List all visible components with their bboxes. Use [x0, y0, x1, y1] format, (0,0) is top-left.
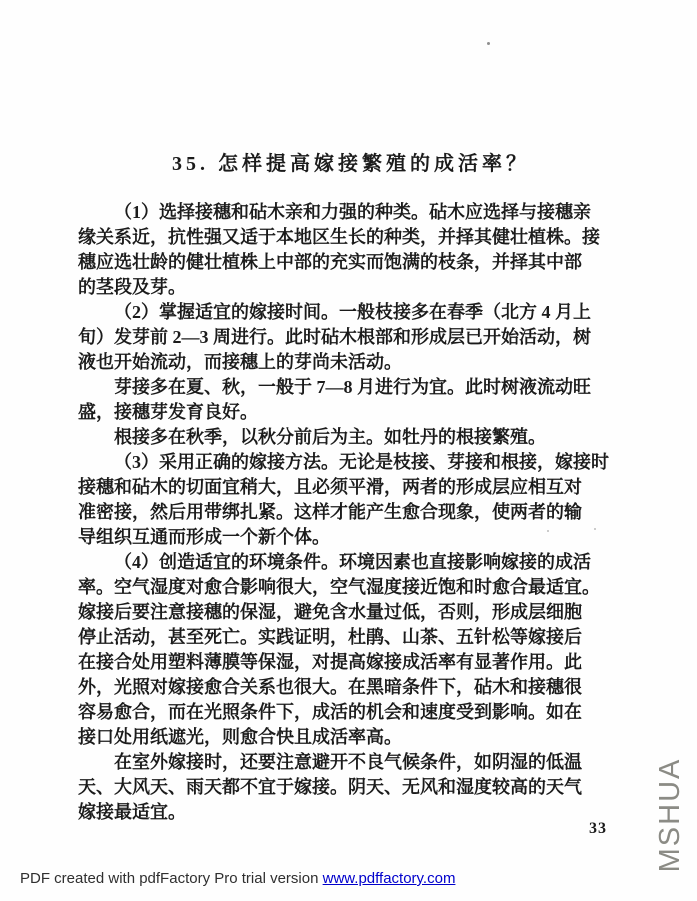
text-line: 率。空气湿度对愈合影响很大，空气湿度接近饱和时愈合最适宜。 — [78, 577, 600, 597]
text-line: 嫁接最适宜。 — [78, 802, 186, 822]
text-line: 盛，接穗芽发育良好。 — [78, 402, 258, 422]
side-watermark-text: MSHUA — [654, 757, 686, 873]
paragraph — [78, 300, 624, 375]
paragraph — [78, 550, 624, 750]
text-line: 穗应选壮龄的健壮植株上中部的充实而饱满的枝条，并择其中部 — [78, 252, 582, 272]
text-line: 芽接多在夏、秋，一般于 7—8 月进行为宜。此时树液流动旺 — [114, 377, 591, 397]
pdf-watermark-text: PDF created with pdfFactory Pro trial version — [20, 870, 323, 887]
paragraph — [78, 425, 624, 450]
text-line: 根接多在秋季，以秋分前后为主。如牡丹的根接繁殖。 — [114, 427, 546, 447]
text-line: 嫁接后要注意接穗的保湿，避免含水量过低，否则，形成层细胞 — [78, 602, 582, 622]
paragraph — [78, 200, 624, 300]
text-line: 液也开始流动，而接穗上的芽尚未活动。 — [78, 352, 402, 372]
paragraph — [78, 750, 624, 825]
section-title: 35. 怎样提高嫁接繁殖的成活率？ — [172, 153, 530, 175]
text-line: 旬）发芽前 2—3 周进行。此时砧木根部和形成层已开始活动，树 — [78, 327, 591, 347]
text-line: 在接合处用塑料薄膜等保湿，对提高嫁接成活率有显著作用。此 — [78, 652, 582, 672]
pdf-watermark-bar — [20, 870, 455, 887]
text-line: 外，光照对嫁接愈合关系也很大。在黑暗条件下，砧木和接穗很 — [78, 677, 582, 697]
text-line: （4）创造适宜的环境条件。环境因素也直接影响嫁接的成活 — [114, 552, 591, 572]
scan-speck — [594, 528, 596, 530]
text-line: 天、大风天、雨天都不宜于嫁接。阴天、无风和湿度较高的天气 — [78, 777, 582, 797]
body-text — [78, 200, 624, 825]
text-line: 停止活动，甚至死亡。实践证明，杜鹃、山茶、五针松等嫁接后 — [78, 627, 582, 647]
paragraph — [78, 375, 624, 425]
text-line: 在室外嫁接时，还要注意避开不良气候条件，如阴湿的低温 — [114, 752, 582, 772]
text-line: 的茎段及芽。 — [78, 277, 186, 297]
scan-speck — [487, 42, 490, 45]
text-line: 导组织互通而形成一个新个体。 — [78, 527, 330, 547]
text-line: （2）掌握适宜的嫁接时间。一般枝接多在春季（北方 4 月上 — [114, 302, 591, 322]
page-number: 33 — [589, 820, 607, 837]
text-line: （1）选择接穗和砧木亲和力强的种类。砧木应选择与接穗亲 — [114, 202, 591, 222]
scan-speck — [547, 530, 549, 532]
text-line: （3）采用正确的嫁接方法。无论是枝接、芽接和根接，嫁接时 — [114, 452, 609, 472]
paragraph — [78, 450, 624, 550]
text-line: 接口处用纸遮光，则愈合快且成活率高。 — [78, 727, 402, 747]
text-line: 容易愈合，而在光照条件下，成活的机会和速度受到影响。如在 — [78, 702, 582, 722]
text-line: 接穗和砧木的切面宜稍大，且必须平滑，两者的形成层应相互对 — [78, 477, 582, 497]
pdffactory-link[interactable]: www.pdffactory.com — [322, 870, 456, 887]
text-line: 准密接，然后用带绑扎紧。这样才能产生愈合现象，使两者的输 — [78, 502, 582, 522]
text-line: 缘关系近，抗性强又适于本地区生长的种类，并择其健壮植株。接 — [78, 227, 600, 247]
